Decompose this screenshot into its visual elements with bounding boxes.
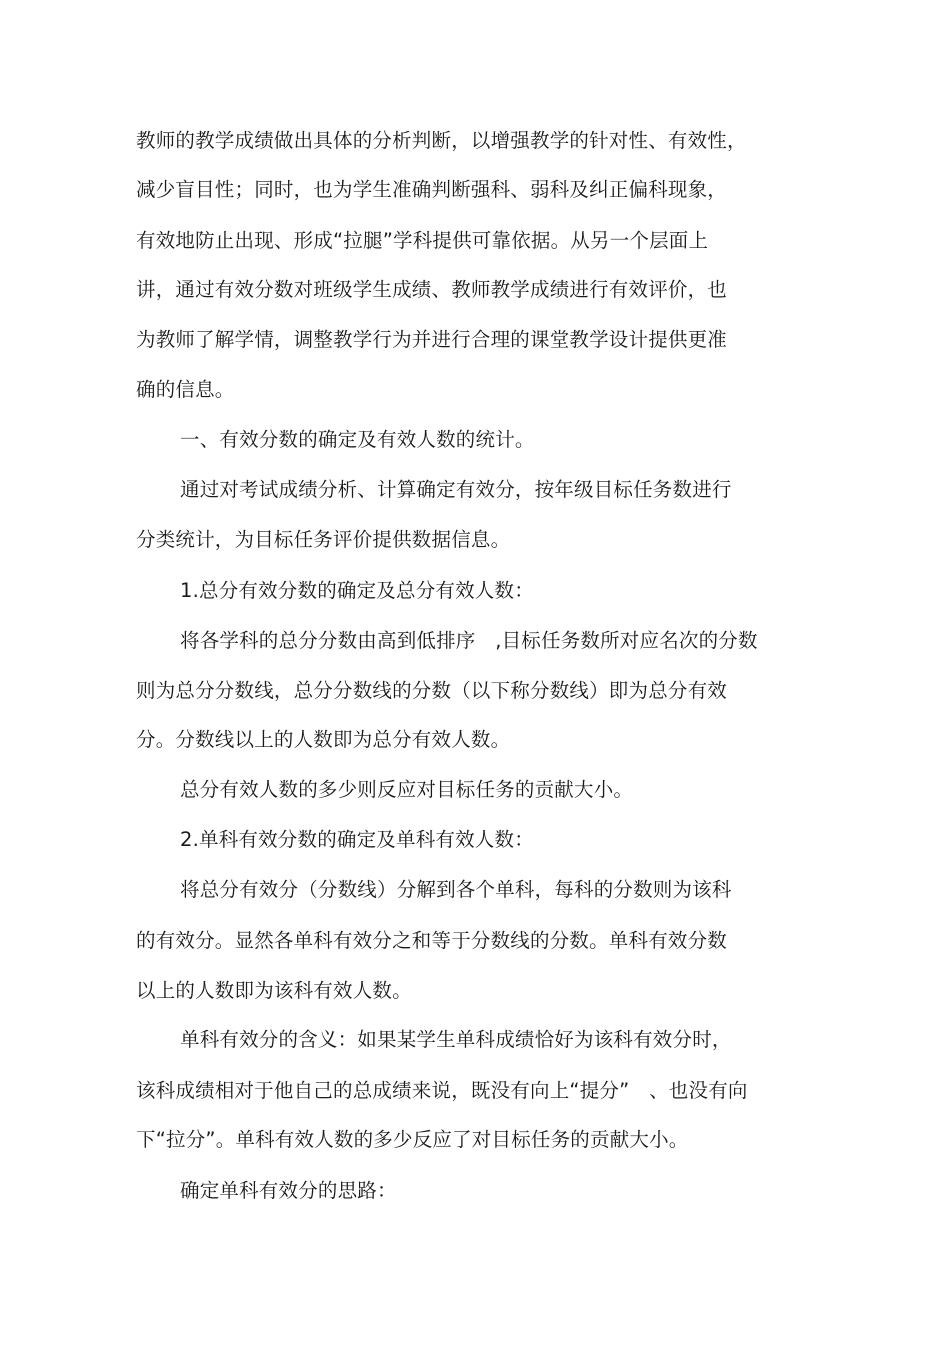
- paragraph-line: 有效地防止出现、形成“拉腿”学科提供可靠依据。从另一个层面上: [136, 229, 709, 252]
- paragraph-line: 将总分有效分（分数线）分解到各个单科，每科的分数则为该科: [180, 878, 732, 901]
- paragraph-line: 减少盲目性；同时，也为学生准确判断强科、弱科及纠正偏科现象，: [136, 178, 728, 201]
- paragraph-line: 分。分数线以上的人数即为总分有效人数。: [136, 728, 511, 751]
- paragraph-line: 为教师了解学情，调整教学行为并进行合理的课堂教学设计提供更准: [136, 328, 728, 351]
- subsection-heading: 1.总分有效分数的确定及总分有效人数：: [180, 579, 534, 602]
- paragraph-line: 确定单科有效分的思路：: [180, 1179, 397, 1202]
- paragraph-line: 教师的教学成绩做出具体的分析判断，以增强教学的针对性、有效性，: [136, 129, 747, 152]
- paragraph-line: 该科成绩相对于他自己的总成绩来说，既没有向上“提分” 、也没有向: [136, 1079, 748, 1102]
- paragraph-line: 通过对考试成绩分析、计算确定有效分，按年级目标任务数进行: [180, 478, 732, 501]
- subsection-heading: 2.单科有效分数的确定及单科有效人数：: [180, 828, 534, 851]
- paragraph-line: 将各学科的总分分数由高到低排序 ,目标任务数所对应名次的分数: [180, 629, 758, 652]
- paragraph-line: 下“拉分”。单科有效人数的多少反应了对目标任务的贡献大小。: [136, 1128, 689, 1151]
- paragraph-line: 分类统计，为目标任务评价提供数据信息。: [136, 528, 511, 551]
- paragraph-line: 的有效分。显然各单科有效分之和等于分数线的分数。单科有效分数: [136, 929, 728, 952]
- paragraph-line: 单科有效分的含义：如果某学生单科成绩恰好为该科有效分时，: [180, 1028, 732, 1051]
- paragraph-line: 总分有效人数的多少则反应对目标任务的贡献大小。: [180, 778, 634, 801]
- paragraph-line: 确的信息。: [136, 378, 235, 401]
- paragraph-line: 讲，通过有效分数对班级学生成绩、教师教学成绩进行有效评价，也: [136, 278, 728, 301]
- paragraph-line: 则为总分分数线，总分分数线的分数（以下称分数线）即为总分有效: [136, 679, 728, 702]
- section-heading: 一、有效分数的确定及有效人数的统计。: [180, 428, 535, 451]
- paragraph-line: 以上的人数即为该科有效人数。: [136, 979, 412, 1002]
